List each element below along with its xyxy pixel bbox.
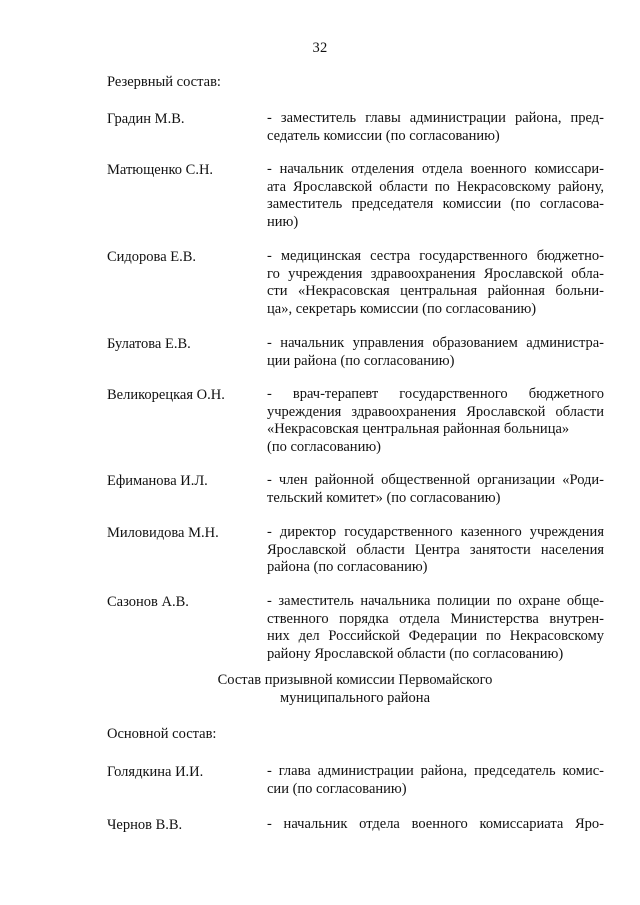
role-line: тельский комитет» (по согласованию) [267,489,501,506]
member-role [267,472,604,507]
role-line: - врач-терапевт государственного бюджетного [267,386,604,402]
role-line: ца», секретарь комиссии (по согласованию) [267,300,537,317]
main-section-label: Основной состав: [107,726,217,742]
reserve-section-label: Резервный состав: [107,74,221,90]
commission-heading [150,671,560,707]
role-line: - заместитель начальника полиции по охране обще- [267,593,604,609]
role-line: - начальник управления образованием администра- [267,335,604,351]
role-line: ственного порядка отдела Министерства внутрен- [267,610,604,627]
role-line: - директор государственного казенного учреждения [267,524,604,540]
member-role [267,110,604,145]
role-line: району Ярославской области (по согласованию) [267,645,564,662]
member-name: Великорецкая О.Н. [107,387,225,403]
role-line: го учреждения здравоохранения Ярославской обла- [267,265,604,282]
role-line: (по согласованию) [267,438,381,455]
role-line: - медицинская сестра государственного бюджетно- [267,248,604,264]
role-line: ции района (по согласованию) [267,352,455,369]
role-line: седатель комиссии (по согласованию) [267,127,500,144]
role-line: Ярославской области Центра занятости населения [267,541,604,558]
role-line: ата Ярославской области по Некрасовскому району, [267,178,604,195]
member-role [267,763,604,798]
heading-line: муниципального района [280,690,430,706]
member-role [267,161,604,231]
member-role [267,386,604,456]
member-name: Матющенко С.Н. [107,162,214,178]
role-line: - член районной общественной организации «Роди- [267,472,604,488]
heading-line: Состав призывной комиссии Первомайского [217,672,493,688]
member-role [267,816,604,834]
member-role [267,524,604,577]
member-role [267,335,604,370]
role-line: сии (по согласованию) [267,780,407,797]
member-role [267,593,604,663]
member-name: Булатова Е.В. [107,336,191,352]
role-line: района (по согласованию) [267,559,428,575]
member-name: Градин М.В. [107,111,185,127]
member-name: Сидорова Е.В. [107,249,197,265]
member-name: Голядкина И.И. [107,764,204,780]
member-name: Чернов В.В. [107,817,183,833]
role-line: учреждения здравоохранения Ярославской области [267,403,604,420]
role-line: нию) [267,213,299,230]
page-number: 32 [312,40,328,56]
member-role [267,248,604,318]
role-line: - начальник отделения отдела военного комиссари- [267,161,604,177]
role-line: - глава администрации района, председатель комис- [267,763,604,779]
member-name: Ефиманова И.Л. [107,473,208,489]
member-name: Миловидова М.Н. [107,525,219,541]
role-line: сти «Некрасовская центральная районная больни- [267,283,604,299]
role-line: - начальник отдела военного комиссариата Яро- [267,816,604,832]
member-name: Сазонов А.В. [107,594,189,610]
role-line: них дел Российской Федерации по Некрасовскому [267,628,604,644]
role-line: - заместитель главы администрации района, пред- [267,110,604,126]
role-line: «Некрасовская центральная районная больница» [267,421,570,437]
role-line: заместитель председателя комиссии (по согласова- [267,196,604,212]
